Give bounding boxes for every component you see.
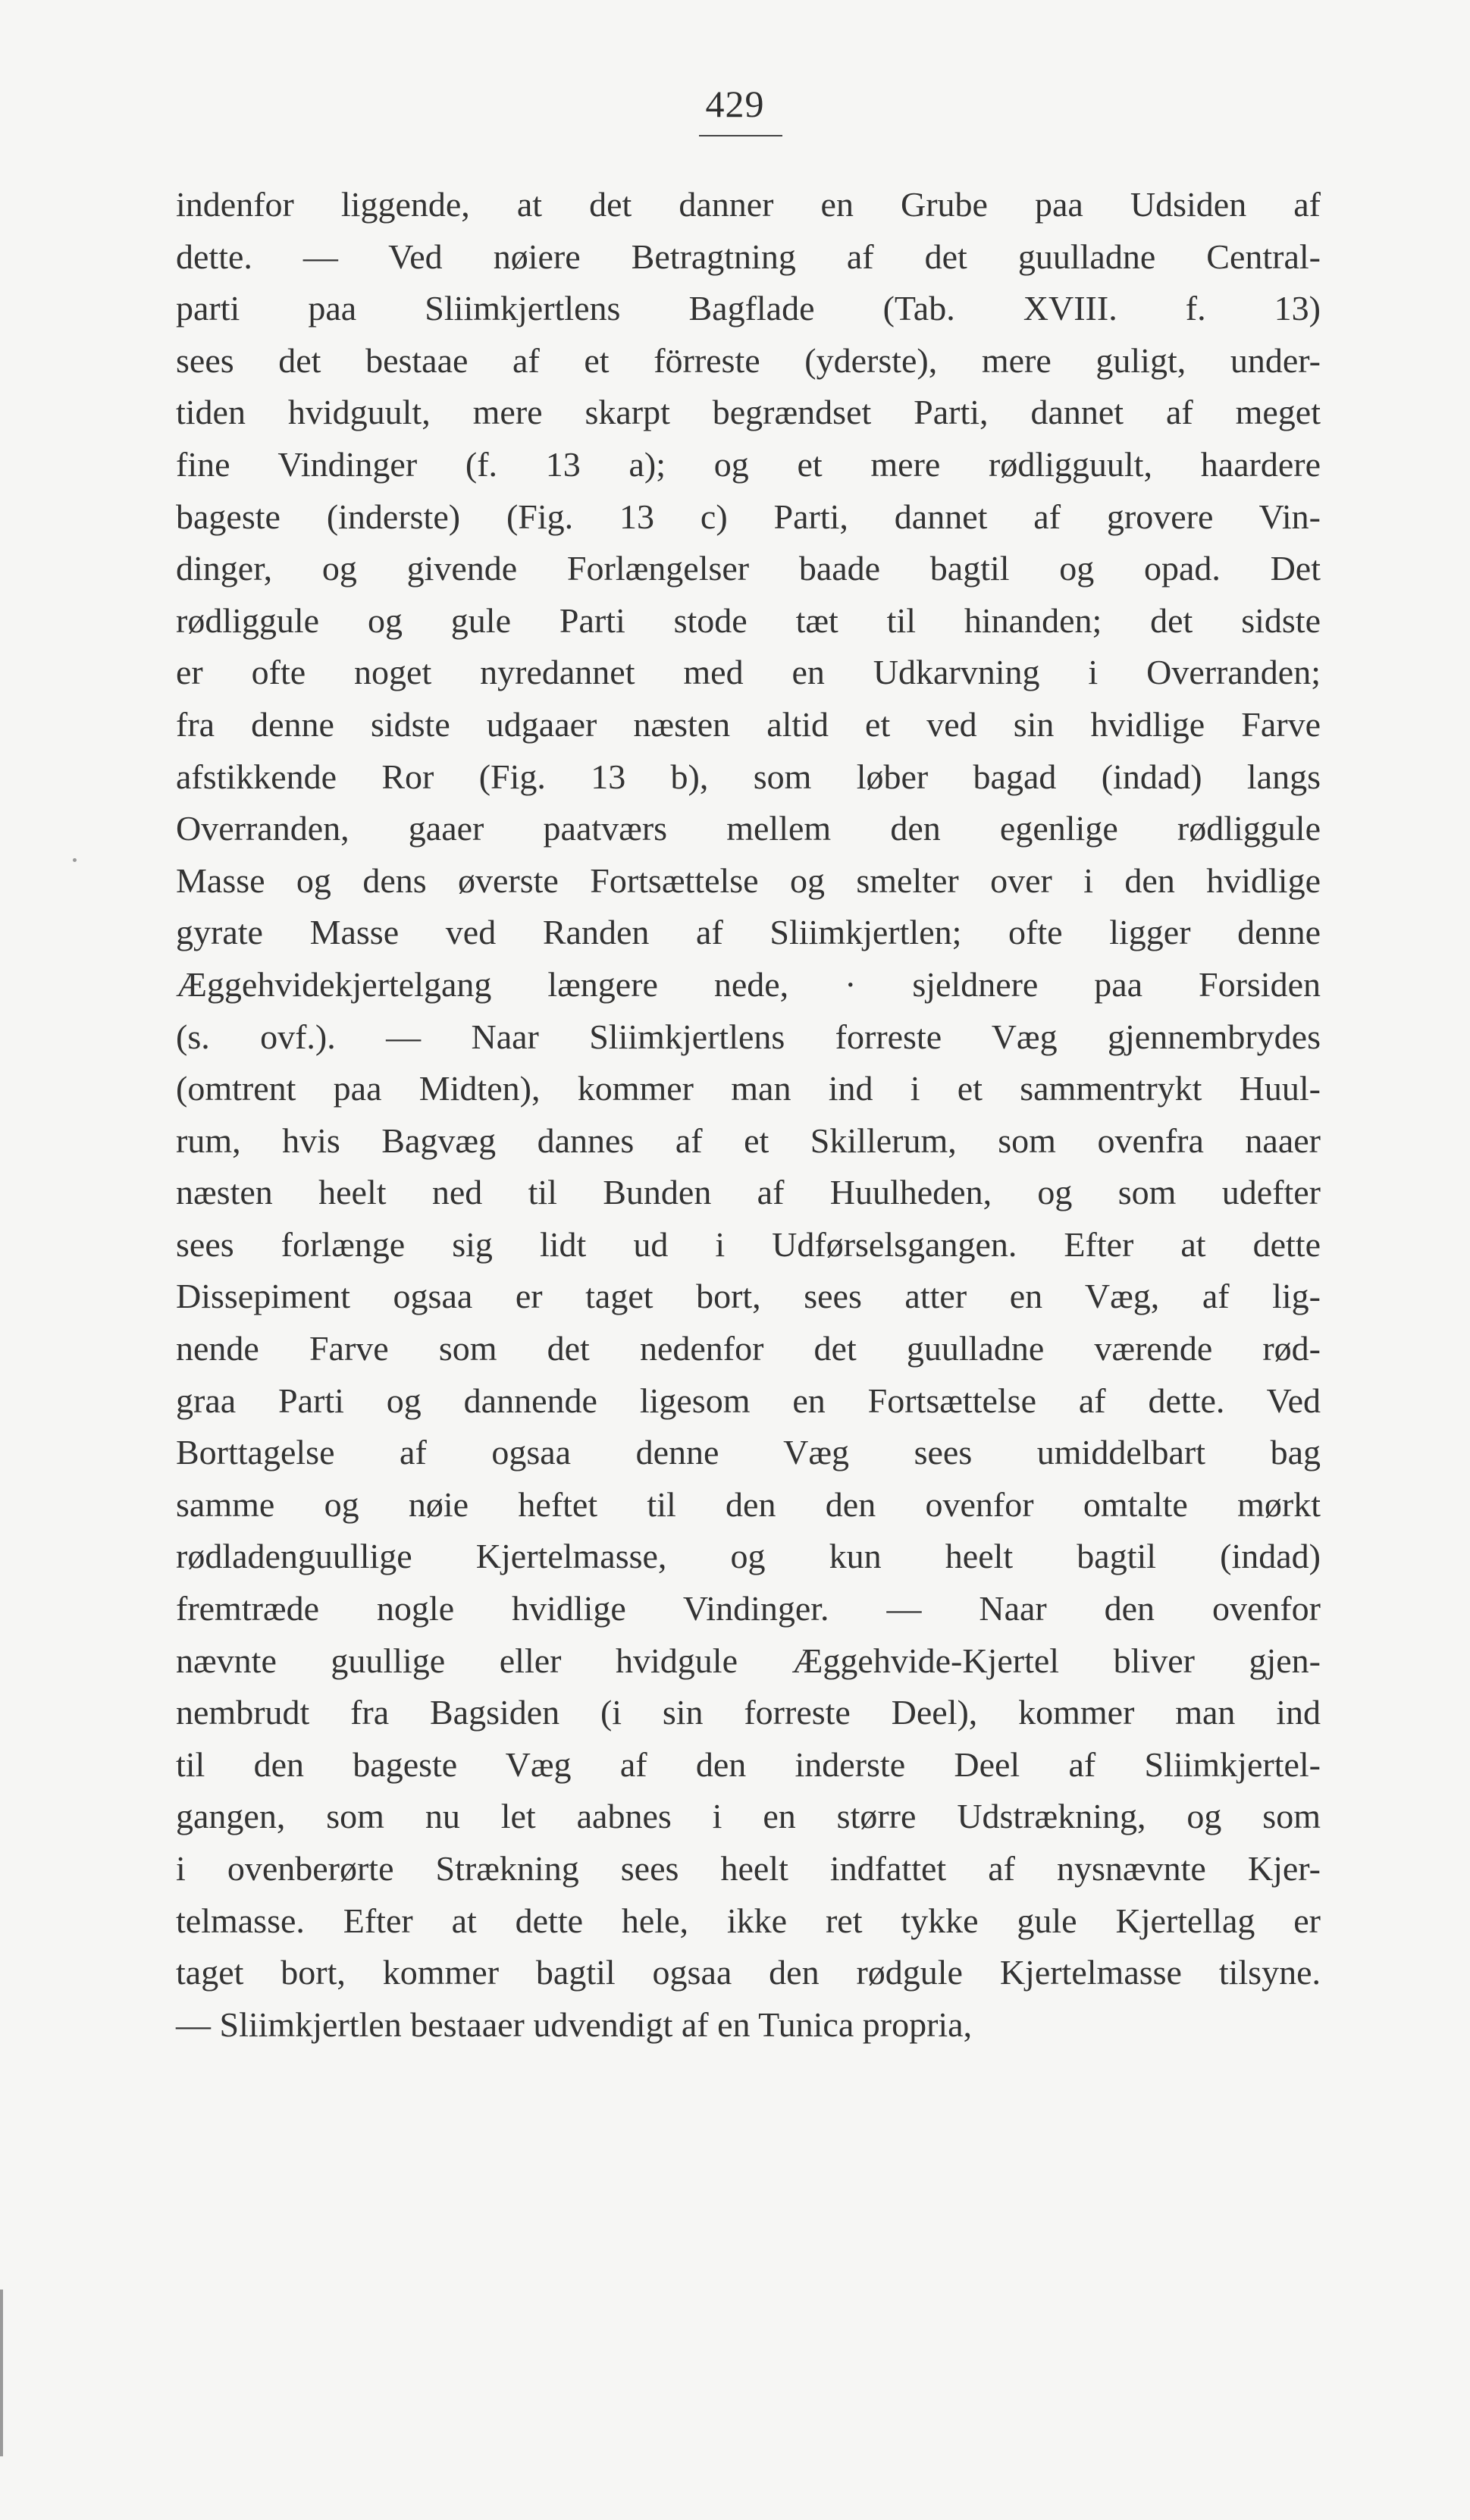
- text-line: gangen, som nu let aabnes i en større Udstrækning, og som: [176, 1797, 1321, 1836]
- text-line: dinger, og givende Forlængelser baade bagtil og opad. Det: [176, 549, 1321, 588]
- page-number: 429: [705, 83, 765, 125]
- margin-speck: [73, 858, 77, 862]
- text-line: fine Vindinger (f. 13 a); og et mere rødligguult, haardere: [176, 444, 1321, 484]
- text-line: dette. — Ved nøiere Betragtning af det guulladne Central-: [176, 237, 1321, 276]
- text-line: sees det bestaae af et förreste (yderste), mere guligt, under-: [176, 340, 1321, 380]
- text-line: nende Farve som det nedenfor det guulladne værende rød-: [176, 1329, 1321, 1368]
- text-line: graa Parti og dannende ligesom en Fortsættelse af dette. Ved: [176, 1381, 1321, 1420]
- text-line: gyrate Masse ved Randen af Sliimkjertlen; ofte ligger denne: [176, 913, 1321, 952]
- text-line: rødliggule og gule Parti stode tæt til hinanden; det sidste: [176, 600, 1321, 640]
- text-line: er ofte noget nyredannet med en Udkarvning i Overranden;: [176, 653, 1321, 692]
- text-line: fremtræde nogle hvidlige Vindinger. — Naar den ovenfor: [176, 1589, 1321, 1628]
- page-number-underline: [699, 135, 782, 136]
- text-line: parti paa Sliimkjertlens Bagflade (Tab. XVIII. f. 13): [176, 289, 1321, 328]
- text-line: sees forlænge sig lidt ud i Udførselsgangen. Efter at dette: [176, 1224, 1321, 1264]
- text-line: rum, hvis Bagvæg dannes af et Skillerum, som ovenfra naaer: [176, 1121, 1321, 1160]
- text-line: i ovenberørte Strækning sees heelt indfattet af nysnævnte Kjer-: [176, 1849, 1321, 1888]
- text-line: fra denne sidste udgaaer næsten altid et ved sin hvidlige Farve: [176, 704, 1321, 744]
- body-text: [176, 179, 1321, 2051]
- text-line: nævnte guullige eller hvidgule Æggehvide-Kjertel bliver gjen-: [176, 1641, 1321, 1680]
- text-line: Æggehvidekjertelgang længere nede, · sjeldnere paa Forsiden: [176, 964, 1321, 1004]
- text-line: taget bort, kommer bagtil ogsaa den rødgule Kjertelmasse tilsyne.: [176, 1953, 1321, 1992]
- text-line: nembrudt fra Bagsiden (i sin forreste Deel), kommer man ind: [176, 1693, 1321, 1732]
- text-line: næsten heelt ned til Bunden af Huulheden, og som udefter: [176, 1173, 1321, 1212]
- text-line: Overranden, gaaer paatværs mellem den egenlige rødliggule: [176, 809, 1321, 848]
- scan-edge-mark: [0, 2290, 3, 2456]
- text-line: bageste (inderste) (Fig. 13 c) Parti, dannet af grovere Vin-: [176, 497, 1321, 536]
- text-line: — Sliimkjertlen bestaaer udvendigt af en Tunica propria,: [176, 2004, 973, 2044]
- text-line: indenfor liggende, at det danner en Grube paa Udsiden af: [176, 185, 1321, 224]
- text-line: Borttagelse af ogsaa denne Væg sees umiddelbart bag: [176, 1433, 1321, 1472]
- text-line: tiden hvidguult, mere skarpt begrændset Parti, dannet af meget: [176, 393, 1321, 432]
- text-line: telmasse. Efter at dette hele, ikke ret tykke gule Kjertellag er: [176, 1901, 1321, 1940]
- text-line: Masse og dens øverste Fortsættelse og smelter over i den hvidlige: [176, 860, 1321, 900]
- text-line: rødladenguullige Kjertelmasse, og kun heelt bagtil (indad): [176, 1537, 1321, 1576]
- text-line: samme og nøie heftet til den den ovenfor omtalte mørkt: [176, 1484, 1321, 1524]
- text-line: til den bageste Væg af den inderste Deel af Sliimkjertel-: [176, 1744, 1321, 1784]
- text-line: (omtrent paa Midten), kommer man ind i et sammentrykt Huul-: [176, 1069, 1321, 1108]
- text-line: Dissepiment ogsaa er taget bort, sees atter en Væg, af lig-: [176, 1277, 1321, 1316]
- text-line: (s. ovf.). — Naar Sliimkjertlens forreste Væg gjennembrydes: [176, 1017, 1321, 1056]
- text-line: afstikkende Ror (Fig. 13 b), som løber bagad (indad) langs: [176, 757, 1321, 796]
